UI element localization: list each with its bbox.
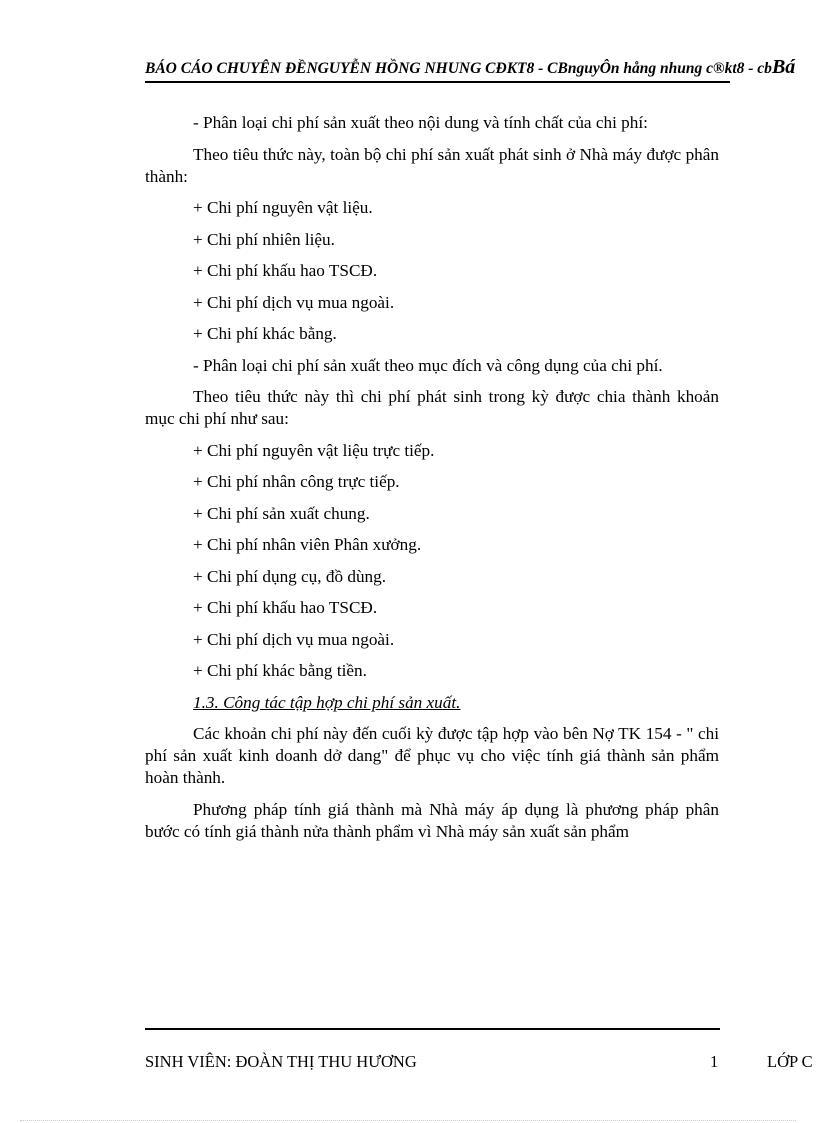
footer-class-label: LỚP C (767, 1052, 813, 1071)
paragraph-criteria-1: Theo tiêu thức này, toàn bộ chi phí sản xuất phát sinh ở Nhà máy được phân thành: (145, 144, 719, 186)
list-item: + Chi phí nhiên liệu. (193, 229, 335, 249)
footer-rule (145, 1028, 720, 1030)
page-header (145, 56, 816, 79)
section-heading: 1.3. Công tác tập hợp chi phí sản xuất. (193, 692, 461, 712)
header-rule (145, 81, 730, 83)
paragraph-classification-purpose: - Phân loại chi phí sản xuất theo mục đích và công dụng của chi phí. (193, 355, 663, 375)
list-item: + Chi phí khấu hao TSCĐ. (193, 598, 378, 617)
page-number: 1 (710, 1052, 719, 1071)
list-item: + Chi phí nguyên vật liệu trực tiếp. (193, 440, 435, 460)
header-text: BÁO CÁO CHUYÊN ĐỀNGUYỄN HỒNG NHUNG CĐKT8 - CBnguyÔn hång nhung c®kt8 - cb (145, 60, 772, 77)
list-item: + Chi phí sản xuất chung. (193, 503, 370, 523)
list-item: + Chi phí dịch vụ mua ngoài. (193, 292, 395, 312)
page-body (145, 112, 719, 852)
paragraph-cost-accumulation: Các khoản chi phí này đến cuối kỳ được tập hợp vào bên Nợ TK 154 - " chi phí sản xuất kinh doanh dở dang" để phục vụ cho việc tính giá thành sản phẩm hoàn thành. (145, 724, 719, 787)
list-item: + Chi phí dịch vụ mua ngoài. (193, 629, 395, 649)
list-item: + Chi phí khác bằng tiền. (193, 661, 367, 680)
list-item: + Chi phí nguyên vật liệu. (193, 198, 373, 217)
list-item: + Chi phí dụng cụ, đồ dùng. (193, 566, 387, 586)
footer-student-name: SINH VIÊN: ĐOÀN THỊ THU HƯƠNG (145, 1052, 417, 1071)
paragraph-classification-content: - Phân loại chi phí sản xuất theo nội dung và tính chất của chi phí: (193, 113, 648, 132)
list-item: + Chi phí khấu hao TSCĐ. (193, 261, 378, 280)
list-item: + Chi phí khác bằng. (193, 324, 337, 343)
paragraph-criteria-2: Theo tiêu thức này thì chi phí phát sinh trong kỳ được chia thành khoản mục chi phí như sau: (145, 387, 719, 428)
page-bottom-border (20, 1120, 796, 1121)
list-item: + Chi phí nhân viên Phân xưởng. (193, 535, 422, 554)
header-text-tail: Bá (771, 56, 796, 78)
paragraph-costing-method: Phương pháp tính giá thành mà Nhà máy áp dụng là phương pháp phân bước có tính giá thành nửa thành phẩm vì Nhà máy sản xuất sản phẩm (145, 799, 719, 841)
list-item: + Chi phí nhân công trực tiếp. (193, 472, 400, 491)
